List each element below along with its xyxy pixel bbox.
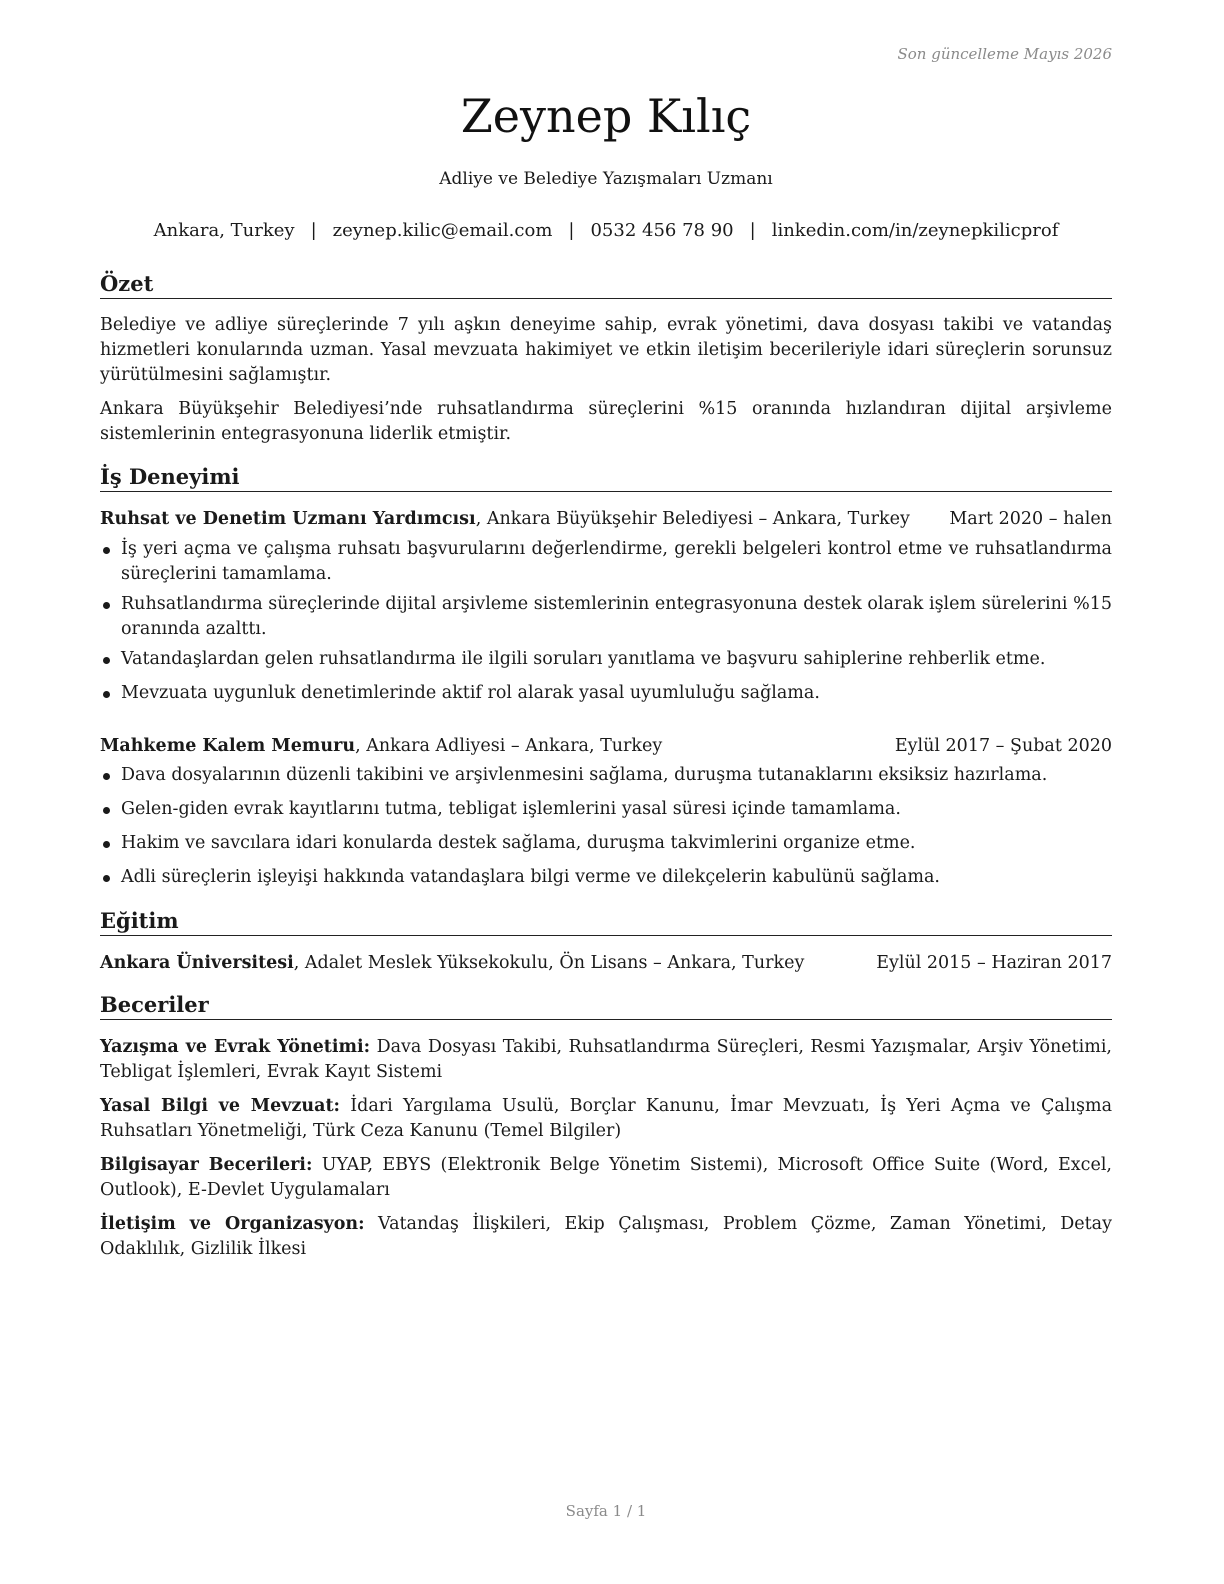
job-dates: Eylül 2017 – Şubat 2020 [894, 736, 1112, 756]
summary-paragraph: Ankara Büyükşehir Belediyesi’nde ruhsatlandırma süreçlerini %15 oranında hızlandıran dijital arşivleme sistemlerinin entegrasyonuna liderlik etmiştir. [100, 399, 1112, 444]
education-detail: , Adalet Meslek Yüksekokulu, Ön Lisans – Ankara, Turkey [293, 953, 805, 973]
job-header [100, 507, 1112, 532]
skill-group [100, 1153, 1112, 1203]
skill-group [100, 1212, 1112, 1262]
education-school: Ankara Üniversitesi [100, 953, 294, 973]
skill-label: Yasal Bilgi ve Mevzuat: [100, 1096, 341, 1116]
contact-phone: 0532 456 78 90 [590, 220, 734, 241]
job-entry [100, 507, 1112, 706]
summary-section [100, 271, 1112, 447]
skill-text: UYAP, EBYS (Elektronik Belge Yönetim Sistemi), Microsoft Office Suite (Word, Excel, Outlook), E-Devlet Uygulamaları [100, 1155, 1112, 1200]
job-bullet: Gelen-giden evrak kayıtlarını tutma, tebligat işlemlerini yasal süresi içinde tamamlama. [100, 797, 1112, 822]
skill-label: İletişim ve Organizasyon: [100, 1214, 365, 1234]
job-bullet: İş yeri açma ve çalışma ruhsatı başvurularını değerlendirme, gerekli belgeleri kontrol etme ve ruhsatlandırma süreçlerini tamamlama. [100, 537, 1112, 587]
skill-label: Bilgisayar Becerileri: [100, 1155, 313, 1175]
skill-group [100, 1035, 1112, 1085]
summary-paragraph: Belediye ve adliye süreçlerinde 7 yılı aşkın deneyime sahip, evrak yönetimi, dava dosyası takibi ve vatandaş hizmetleri konularında uzman. Yasal mevzuata hakimiyet ve etkin iletişim becerileriyle idari süreçlerin sorunsuz yürütülmesini sağlamıştır. [100, 315, 1112, 385]
candidate-name: Zeynep Kılıç [460, 89, 752, 143]
experience-heading: İş Deneyimi [100, 464, 1112, 492]
job-organization: , Ankara Adliyesi – Ankara, Turkey [355, 736, 663, 756]
resume-page [100, 0, 1112, 1584]
skill-group [100, 1094, 1112, 1144]
candidate-role: Adliye ve Belediye Yazışmaları Uzmanı [439, 169, 773, 189]
job-dates: Mart 2020 – halen [949, 509, 1112, 529]
contact-separator: | [749, 220, 756, 241]
contact-location: Ankara, Turkey [153, 220, 295, 241]
summary-heading: Özet [100, 271, 1112, 299]
experience-section [100, 464, 1112, 890]
skill-text: İdari Yargılama Usulü, Borçlar Kanunu, İmar Mevzuatı, İş Yeri Açma ve Çalışma Ruhsatları Yönetmeliği, Türk Ceza Kanunu (Temel Bilgiler) [100, 1096, 1112, 1141]
skill-label: Yazışma ve Evrak Yönetimi: [100, 1037, 371, 1057]
education-entry [100, 951, 1112, 976]
job-bullets [100, 763, 1112, 890]
contact-line [100, 219, 1112, 243]
job-header [100, 734, 1112, 759]
contact-separator: | [310, 220, 317, 241]
education-dates: Eylül 2015 – Haziran 2017 [876, 953, 1112, 973]
education-section [100, 908, 1112, 976]
skills-heading: Beceriler [100, 992, 1112, 1020]
last-updated: Son güncelleme Mayıs 2026 [897, 45, 1112, 63]
contact-separator: | [568, 220, 575, 241]
job-bullets [100, 537, 1112, 706]
skill-text: Dava Dosyası Takibi, Ruhsatlandırma Süreçleri, Resmi Yazışmalar, Arşiv Yönetimi, Tebligat İşlemleri, Evrak Kayıt Sistemi [100, 1037, 1112, 1082]
job-bullet: Mevzuata uygunluk denetimlerinde aktif rol alarak yasal uyumluluğu sağlama. [100, 681, 1112, 706]
job-bullet: Hakim ve savcılara idari konularda destek sağlama, duruşma takvimlerini organize etme. [100, 831, 1112, 856]
job-bullet: Dava dosyalarının düzenli takibini ve arşivlenmesini sağlama, duruşma tutanaklarını eksiksiz hazırlama. [100, 763, 1112, 788]
page-number: Sayfa 1 / 1 [565, 1502, 647, 1520]
skill-text: Vatandaş İlişkileri, Ekip Çalışması, Problem Çözme, Zaman Yönetimi, Detay Odaklılık, Gizlilik İlkesi [100, 1214, 1112, 1259]
job-position: Ruhsat ve Denetim Uzmanı Yardımcısı [100, 509, 476, 529]
contact-linkedin[interactable]: linkedin.com/in/zeynepkilicprof [771, 220, 1059, 241]
job-organization: , Ankara Büyükşehir Belediyesi – Ankara, Turkey [475, 509, 910, 529]
job-bullet: Ruhsatlandırma süreçlerinde dijital arşivleme sistemlerinin entegrasyonuna destek olarak işlem sürelerini %15 oranında azalttı. [100, 592, 1112, 642]
contact-email[interactable]: zeynep.kilic@email.com [332, 220, 553, 241]
job-entry [100, 734, 1112, 890]
education-heading: Eğitim [100, 908, 1112, 936]
job-position: Mahkeme Kalem Memuru [100, 736, 356, 756]
job-bullet: Vatandaşlardan gelen ruhsatlandırma ile ilgili soruları yanıtlama ve başvuru sahiplerine rehberlik etme. [100, 647, 1112, 672]
skills-section [100, 992, 1112, 1262]
job-bullet: Adli süreçlerin işleyişi hakkında vatandaşlara bilgi verme ve dilekçelerin kabulünü sağlama. [100, 865, 1112, 890]
